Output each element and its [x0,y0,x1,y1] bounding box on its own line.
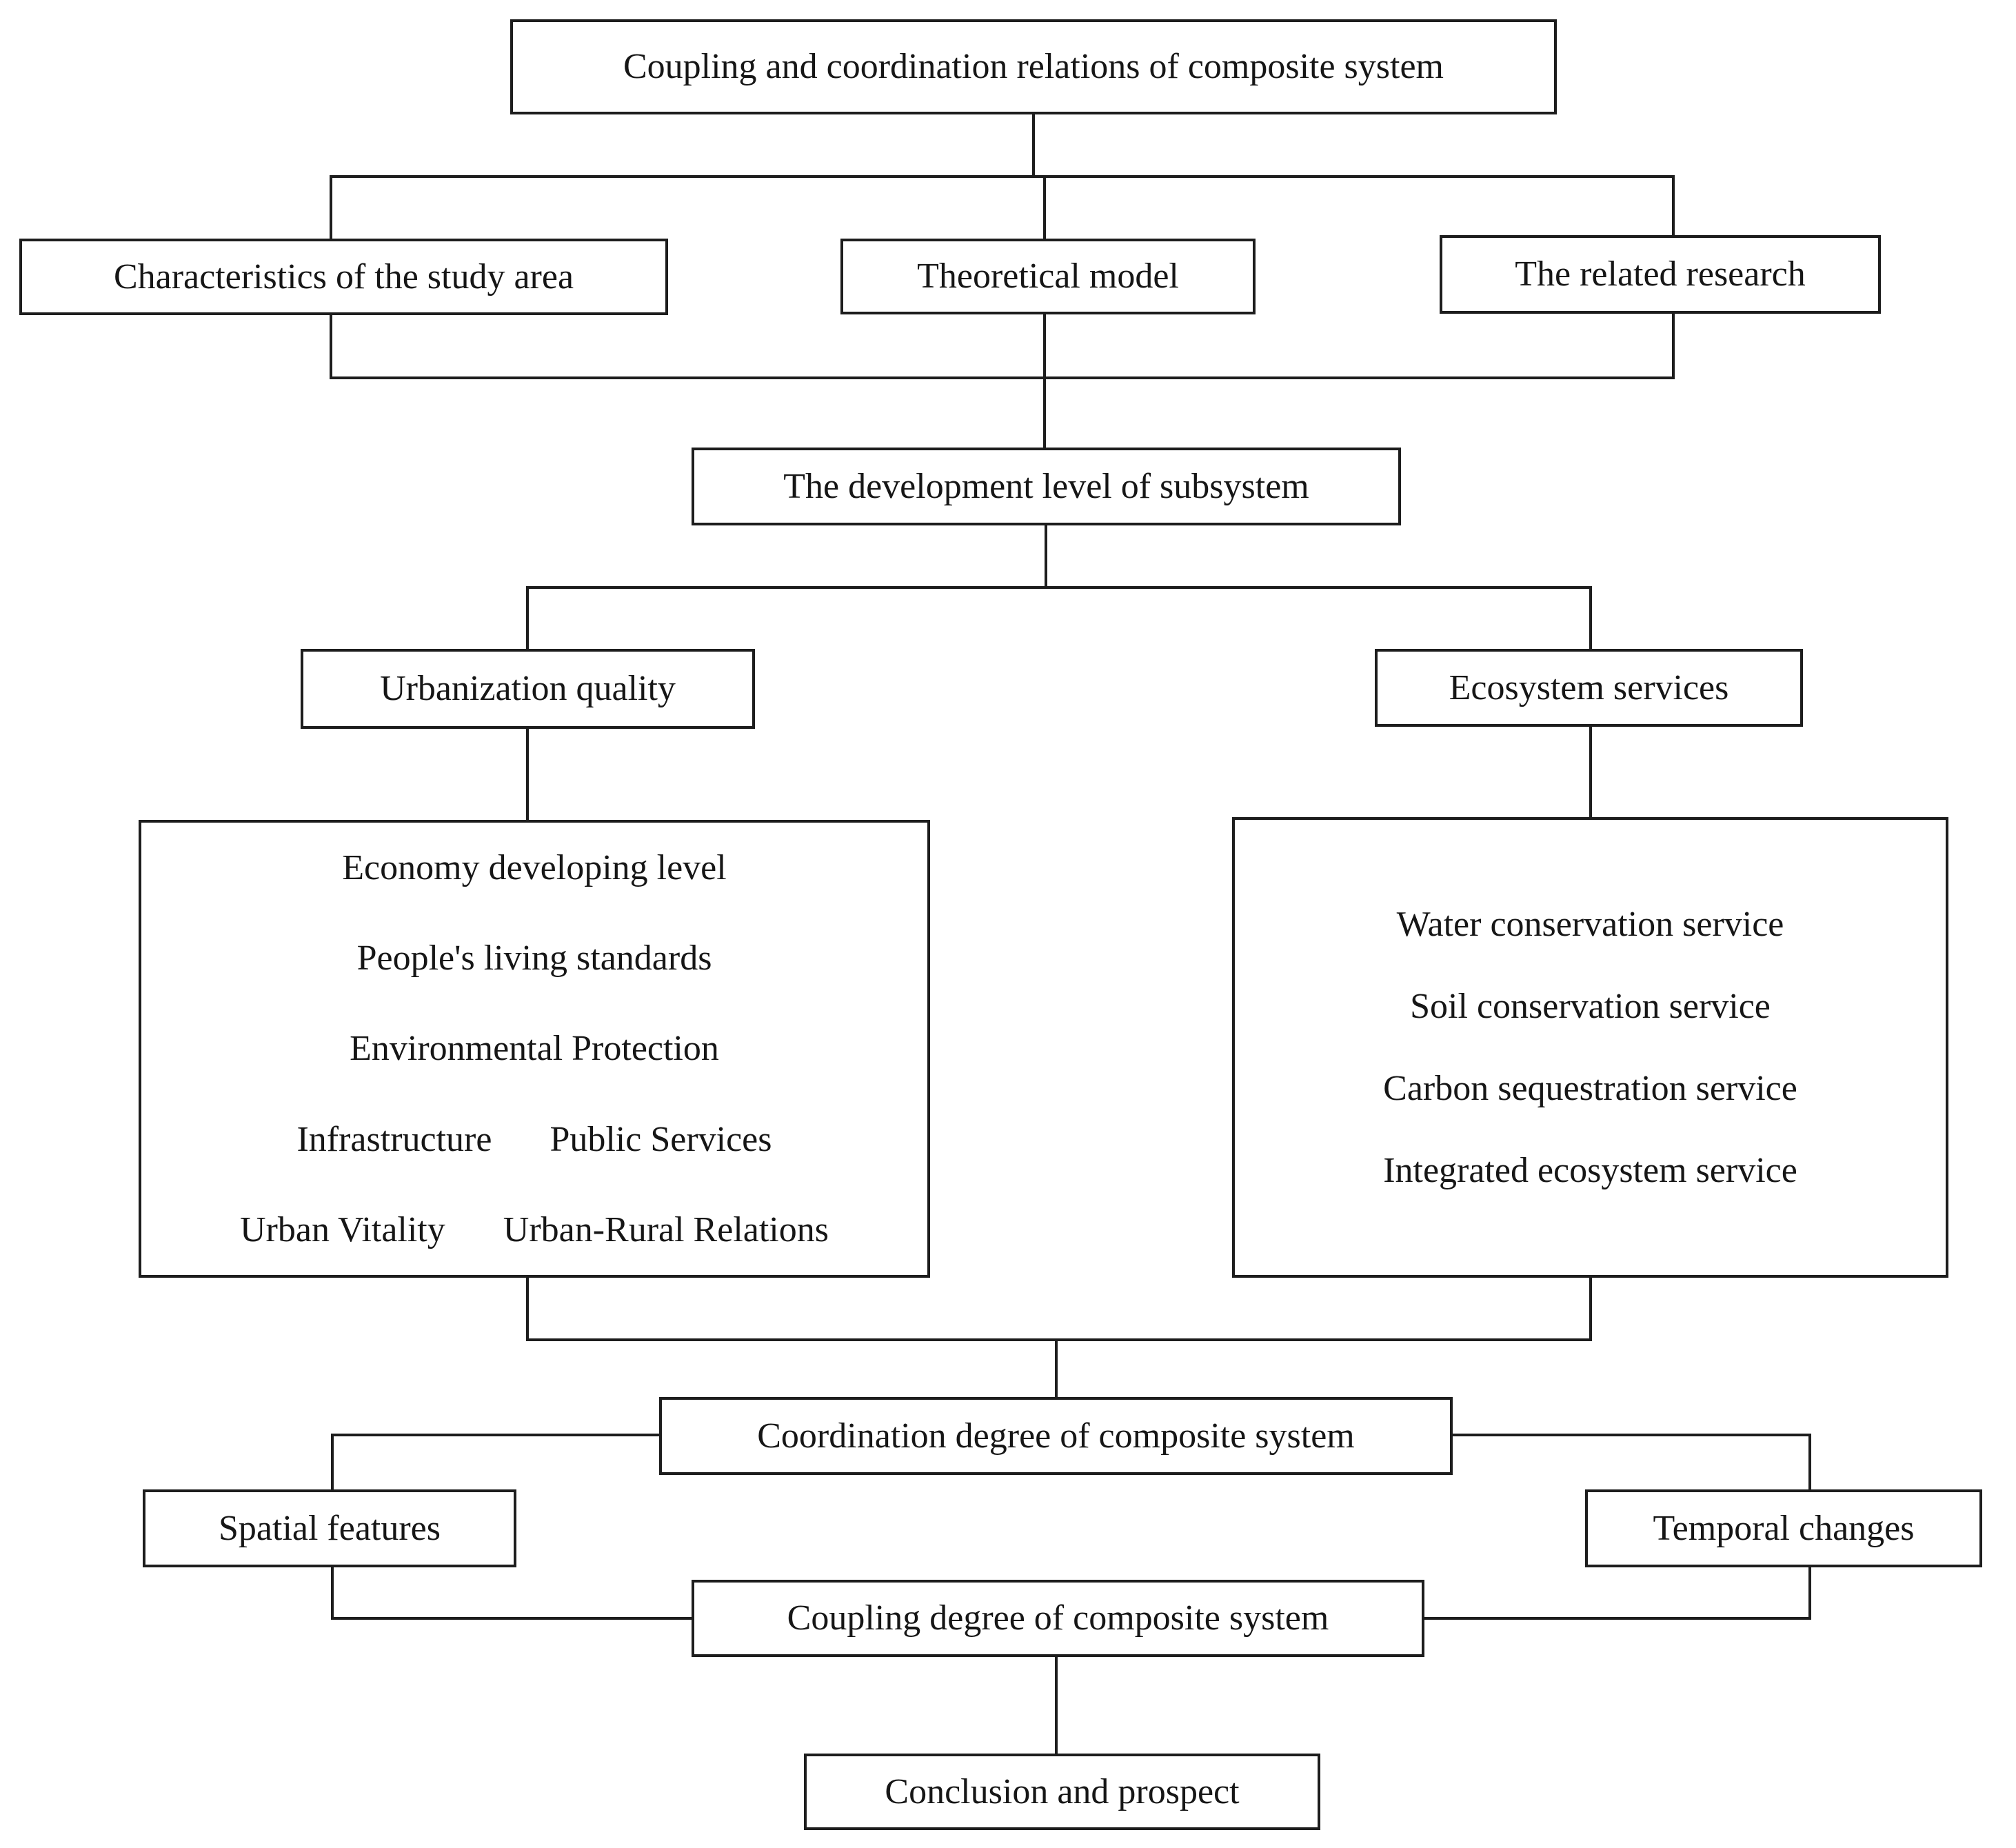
node-composite-system-title: Coupling and coordination relations of composite system [510,19,1557,114]
connector-temporal-down [1808,1565,1811,1620]
connector-left-down-to-spatial [331,1434,334,1492]
connector-to-study-area [330,175,332,241]
connector-ecosystem-to-indicators [1589,724,1592,820]
node-subsystem-development-level: The development level of subsystem [692,448,1401,525]
node-conclusion-prospect: Conclusion and prospect [804,1754,1320,1830]
urbanization-indicator-row [141,1028,927,1069]
node-urbanization-indicators [139,820,930,1278]
connector-to-theoretical-model [1043,175,1046,241]
connector-eco-indicators-drop [1589,1275,1592,1341]
node-temporal-changes: Temporal changes [1585,1489,1982,1567]
node-spatial-features: Spatial features [143,1489,516,1567]
connector-study-area-drop [330,314,332,379]
urbanization-indicator-row [141,1119,927,1160]
connector-urban-indicators-drop [526,1275,529,1341]
connector-coordination-bus [526,1338,1592,1341]
ecosystem-indicator: Water conservation service [1396,905,1784,944]
ecosystem-indicator-row [1235,986,1946,1027]
ecosystem-indicator-row [1235,1068,1946,1109]
connector-title-drop [1032,114,1035,178]
connector-to-urbanization [526,586,529,652]
connector-to-coordination [1055,1338,1058,1400]
urbanization-indicator: Urban Vitality [240,1209,445,1249]
node-ecosystem-indicators [1232,817,1948,1278]
connector-top-bus [330,175,1675,178]
node-coupling-degree: Coupling degree of composite system [692,1580,1424,1657]
urbanization-indicator: Infrastructure [296,1119,492,1159]
urbanization-indicator-row [141,938,927,978]
connector-right-to-coupling [1422,1617,1811,1620]
ecosystem-indicator: Integrated ecosystem service [1383,1151,1797,1190]
connector-coordination-left [331,1434,662,1436]
connector-urbanization-to-indicators [526,726,529,823]
connector-branch-bus [526,586,1592,589]
connector-coordination-right [1450,1434,1811,1436]
connector-left-to-coupling [331,1617,694,1620]
connector-to-ecosystem [1589,586,1592,652]
ecosystem-indicator: Carbon sequestration service [1383,1069,1797,1108]
node-urbanization-quality: Urbanization quality [301,649,755,729]
urbanization-indicator: Economy developing level [342,848,727,888]
connector-related-drop [1672,312,1675,379]
connector-right-down-to-temporal [1808,1434,1811,1492]
urbanization-indicator: Urban-Rural Relations [503,1209,829,1249]
urbanization-indicator: Environmental Protection [350,1029,719,1069]
node-theoretical-model: Theoretical model [840,239,1256,314]
node-coordination-degree: Coordination degree of composite system [659,1397,1453,1475]
connector-subsystem-drop [1045,524,1047,589]
connector-merge-bus [330,376,1675,379]
node-ecosystem-services: Ecosystem services [1375,649,1803,727]
ecosystem-indicator-row [1235,904,1946,945]
ecosystem-indicator-row [1235,1150,1946,1191]
node-study-area: Characteristics of the study area [19,239,668,315]
urbanization-indicator: People's living standards [356,938,712,978]
connector-to-conclusion [1055,1656,1058,1756]
urbanization-indicator: Public Services [550,1119,772,1159]
connector-theoretical-drop [1043,313,1046,450]
node-related-research: The related research [1440,235,1881,314]
connector-to-related-research [1672,175,1675,238]
ecosystem-indicator: Soil conservation service [1410,987,1771,1026]
urbanization-indicator-row [141,847,927,888]
urbanization-indicator-row [141,1209,927,1250]
connector-spatial-down [331,1565,334,1620]
